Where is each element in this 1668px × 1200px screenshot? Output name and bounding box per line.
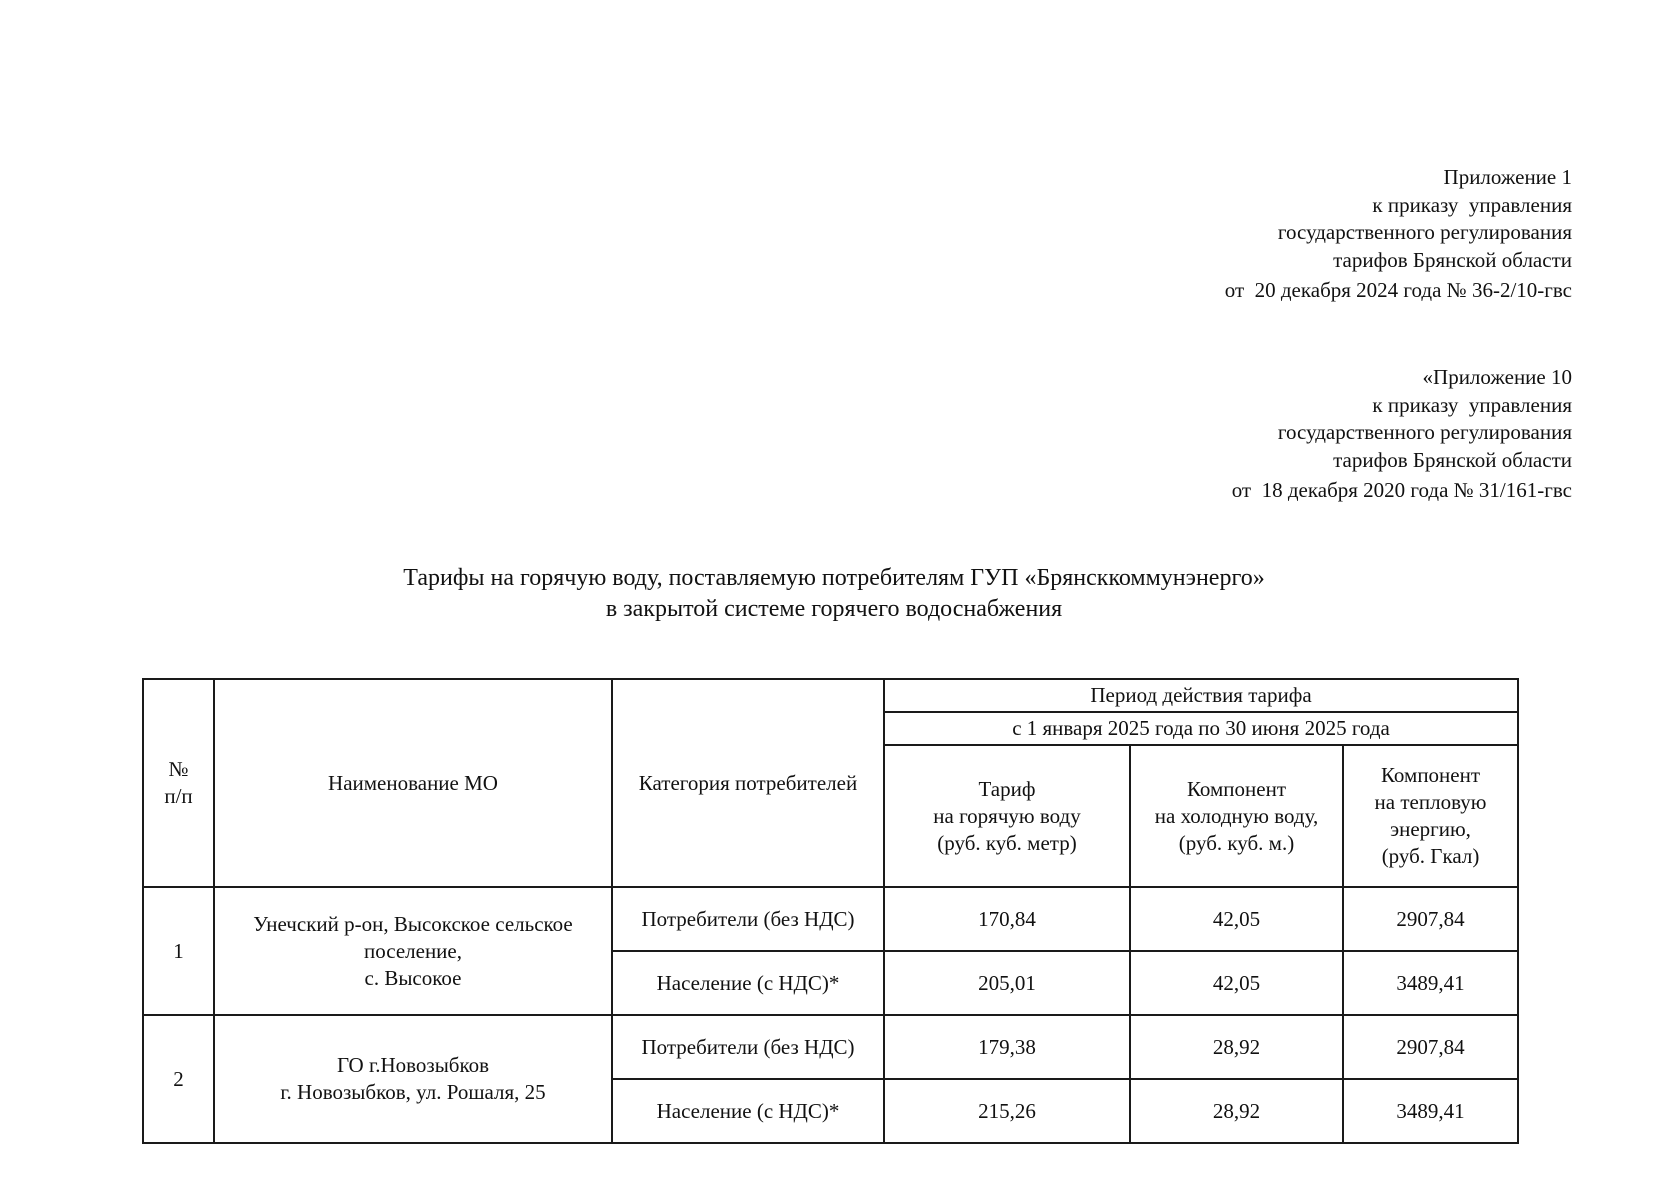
tariff-cell: 179,38	[884, 1015, 1130, 1079]
category-cell: Население (с НДС)*	[612, 1079, 884, 1143]
category-cell: Население (с НДС)*	[612, 951, 884, 1015]
tariff-cell: 215,26	[884, 1079, 1130, 1143]
annex-1-line: Приложение 1	[1443, 165, 1572, 189]
annex-1-line: тарифов Брянской области	[1333, 247, 1572, 272]
header-category: Категория потребителей	[612, 679, 884, 887]
title-line-1: Тарифы на горячую воду, поставляемую потребителям ГУП «Брянсккоммунэнерго»	[403, 565, 1265, 591]
annex-10-line: государственного регулирования	[1277, 420, 1572, 444]
header-heat-component: Компонент на тепловую энергию, (руб. Гкал)	[1343, 745, 1518, 887]
header-period: Период действия тарифа	[884, 679, 1518, 712]
header-cold-component: Компонент на холодную воду, (руб. куб. м.)	[1130, 745, 1343, 887]
heat-component-cell: 3489,41	[1343, 951, 1518, 1015]
annex-10-header	[1232, 364, 1572, 505]
annex-10-line: «Приложение 10	[1422, 365, 1572, 389]
mo-name-cell: ГО г.Новозыбков г. Новозыбков, ул. Рошаля, 25	[214, 1015, 612, 1143]
cold-component-cell: 28,92	[1130, 1079, 1343, 1143]
tariff-cell: 205,01	[884, 951, 1130, 1015]
cold-component-cell: 42,05	[1130, 951, 1343, 1015]
header-tariff: Тариф на горячую воду (руб. куб. метр)	[884, 745, 1130, 887]
annex-1-line: к приказу управления	[1372, 192, 1572, 217]
annex-10-date: от 18 декабря 2020 года № 31/161-гвс	[1231, 478, 1572, 502]
heat-component-cell: 2907,84	[1343, 1015, 1518, 1079]
table-row	[143, 887, 1518, 951]
row-number: 1	[143, 887, 214, 1015]
heat-component-cell: 2907,84	[1343, 887, 1518, 951]
row-number: 2	[143, 1015, 214, 1143]
annex-1-date: от 20 декабря 2024 года № 36-2/10-гвс	[1224, 278, 1572, 302]
cold-component-cell: 42,05	[1130, 887, 1343, 951]
annex-1-header	[1225, 164, 1572, 305]
header-mo-name: Наименование МО	[214, 679, 612, 887]
tariff-table	[142, 678, 1519, 1144]
heat-component-cell: 3489,41	[1343, 1079, 1518, 1143]
mo-name-cell: Унечский р-он, Высокское сельское поселение, с. Высокое	[214, 887, 612, 1015]
header-period-range: с 1 января 2025 года по 30 июня 2025 года	[884, 712, 1518, 745]
title-line-2: в закрытой системе горячего водоснабжения	[605, 596, 1063, 622]
annex-10-line: к приказу управления	[1372, 392, 1572, 417]
tariff-cell: 170,84	[884, 887, 1130, 951]
cold-component-cell: 28,92	[1130, 1015, 1343, 1079]
document-title	[0, 563, 1668, 625]
annex-1-line: государственного регулирования	[1277, 220, 1572, 244]
category-cell: Потребители (без НДС)	[612, 887, 884, 951]
header-number: № п/п	[143, 679, 214, 887]
annex-10-line: тарифов Брянской области	[1333, 447, 1572, 472]
table-row	[143, 1015, 1518, 1079]
category-cell: Потребители (без НДС)	[612, 1015, 884, 1079]
